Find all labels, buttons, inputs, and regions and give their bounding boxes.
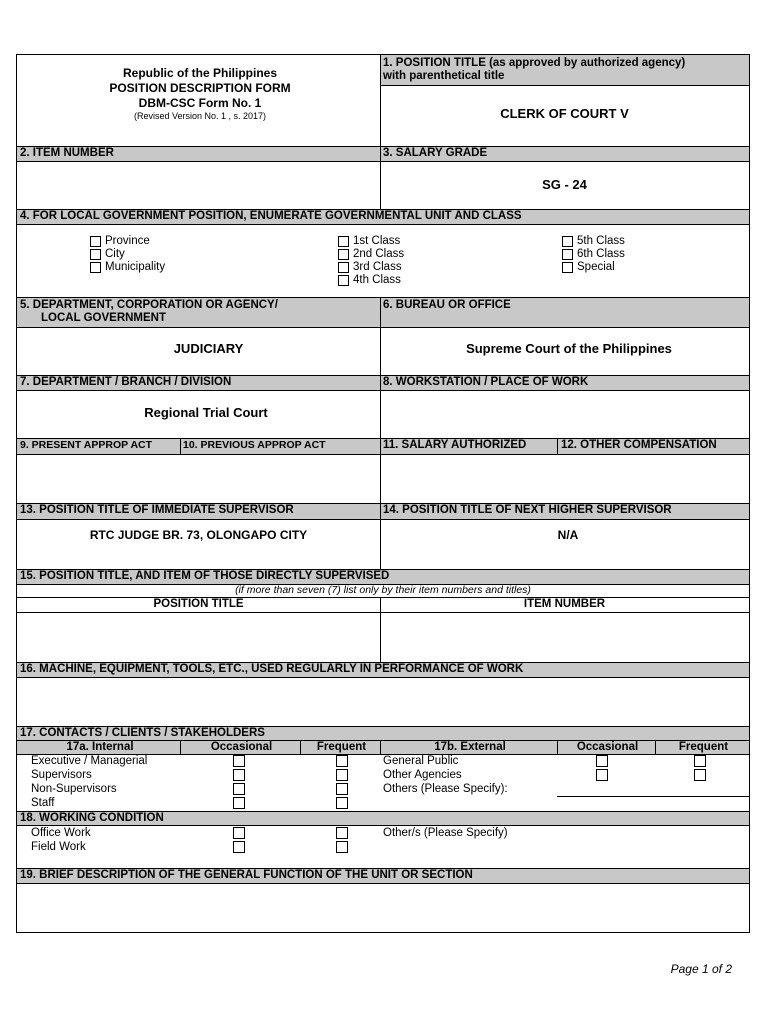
immediate-supervisor-value[interactable]: RTC JUDGE BR. 73, OLONGAPO CITY [89, 528, 308, 542]
unit-label: Municipality [105, 261, 166, 273]
rule [16, 224, 750, 225]
s1-header [380, 55, 749, 86]
class-label: 6th Class [577, 248, 625, 260]
contact-row-general-public: General Public [383, 755, 459, 767]
external-public-frequent-checkbox[interactable] [694, 755, 706, 767]
rule [16, 146, 750, 147]
s13-header: 13. POSITION TITLE OF IMMEDIATE SUPERVISOR [17, 504, 380, 519]
class-label: Special [577, 261, 615, 273]
checkbox-province[interactable] [90, 235, 165, 248]
s3-header: 3. SALARY GRADE [380, 147, 749, 161]
salary-grade-value[interactable]: SG - 24 [542, 177, 587, 192]
s2-header: 2. ITEM NUMBER [17, 147, 380, 161]
col-position-title: POSITION TITLE [153, 598, 244, 610]
rule [16, 454, 750, 455]
lgu-classes-b [562, 235, 625, 274]
checkbox-icon [338, 236, 349, 247]
branch-value[interactable]: Regional Trial Court [144, 405, 268, 420]
rule [380, 597, 381, 663]
working-row-others: Other/s (Please Specify) [383, 827, 508, 839]
next-higher-supervisor-value[interactable]: N/A [557, 528, 579, 542]
rule [16, 375, 750, 376]
rule [16, 327, 750, 328]
s4-header: 4. FOR LOCAL GOVERNMENT POSITION, ENUMERATE GOVERNMENTAL UNIT AND CLASS [17, 210, 749, 224]
checkbox-1st-class[interactable] [338, 235, 404, 248]
rule [180, 438, 181, 454]
contact-row-staff: Staff [31, 797, 55, 809]
rule [16, 868, 750, 869]
s17b-frequent-header: Frequent [655, 741, 749, 754]
checkbox-4th-class[interactable] [338, 274, 404, 287]
rule [16, 569, 750, 570]
office-work-frequent-checkbox[interactable] [336, 827, 348, 839]
contact-row-executive: Executive / Managerial [31, 755, 148, 767]
checkbox-icon [562, 249, 573, 260]
s15-note: (if more than seven (7) list only by their item numbers and titles) [235, 584, 531, 596]
internal-supervisors-frequent-checkbox[interactable] [336, 769, 348, 781]
rule [16, 519, 750, 520]
unit-label: Province [105, 235, 150, 247]
s5-label: 5. DEPARTMENT, CORPORATION OR AGENCY/ [20, 299, 278, 311]
rule [557, 438, 558, 454]
internal-non-supervisors-occasional-checkbox[interactable] [233, 783, 245, 795]
office-work-occasional-checkbox[interactable] [233, 827, 245, 839]
internal-supervisors-occasional-checkbox[interactable] [233, 769, 245, 781]
s5-header [17, 298, 380, 327]
checkbox-icon [338, 262, 349, 273]
external-agencies-frequent-checkbox[interactable] [694, 769, 706, 781]
checkbox-icon [90, 262, 101, 273]
s18-header: 18. WORKING CONDITION [17, 812, 749, 825]
rule [16, 883, 750, 884]
external-public-occasional-checkbox[interactable] [596, 755, 608, 767]
internal-executive-occasional-checkbox[interactable] [233, 755, 245, 767]
unit-label: City [105, 248, 125, 260]
contact-row-supervisors: Supervisors [31, 769, 92, 781]
bureau-value[interactable]: Supreme Court of the Philippines [466, 341, 672, 356]
lgu-classes-a [338, 235, 404, 287]
header-form-number: DBM-CSC Form No. 1 [138, 96, 262, 110]
s9-header: 9. PRESENT APPROP ACT [17, 439, 180, 454]
checkbox-icon [562, 236, 573, 247]
s14-header: 14. POSITION TITLE OF NEXT HIGHER SUPERVISOR [380, 504, 749, 519]
s17b-header: 17b. External [380, 741, 557, 754]
rule [16, 726, 750, 727]
checkbox-special[interactable] [562, 261, 625, 274]
rule [16, 825, 750, 826]
checkbox-city[interactable] [90, 248, 165, 261]
rule [16, 438, 750, 439]
page-number: Page 1 of 2 [670, 962, 732, 976]
rule [380, 297, 381, 569]
checkbox-icon [90, 249, 101, 260]
rule [16, 740, 750, 741]
class-label: 1st Class [353, 235, 401, 247]
s17a-header: 17a. Internal [17, 741, 180, 754]
s16-header: 16. MACHINE, EQUIPMENT, TOOLS, ETC., USED REGULARLY IN PERFORMANCE OF WORK [17, 663, 749, 677]
rule [16, 754, 750, 755]
s11-header: 11. SALARY AUTHORIZED [380, 439, 558, 454]
working-row-office: Office Work [31, 827, 91, 839]
s17a-occasional-header: Occasional [180, 741, 300, 754]
external-agencies-occasional-checkbox[interactable] [596, 769, 608, 781]
checkbox-2nd-class[interactable] [338, 248, 404, 261]
s17a-frequent-header: Frequent [300, 741, 380, 754]
col-item-number: ITEM NUMBER [523, 598, 606, 610]
checkbox-icon [562, 262, 573, 273]
form-header [40, 66, 360, 122]
rule [180, 740, 181, 755]
others-specify-line[interactable] [557, 796, 749, 797]
field-work-frequent-checkbox[interactable] [336, 841, 348, 853]
s6-header: 6. BUREAU OR OFFICE [380, 298, 749, 327]
rule [16, 390, 750, 391]
s8-header: 8. WORKSTATION / PLACE OF WORK [380, 376, 749, 390]
checkbox-3rd-class[interactable] [338, 261, 404, 274]
rule [380, 85, 750, 86]
s10-header: 10. PREVIOUS APPROP ACT [180, 439, 380, 454]
rule [16, 612, 750, 613]
rule [380, 740, 381, 755]
checkbox-icon [338, 275, 349, 286]
checkbox-6th-class[interactable] [562, 248, 625, 261]
internal-staff-occasional-checkbox[interactable] [233, 797, 245, 809]
s1-label: 1. POSITION TITLE (as approved by authorized agency) [383, 57, 686, 69]
rule [16, 209, 750, 210]
internal-staff-frequent-checkbox[interactable] [336, 797, 348, 809]
contact-row-others-specify: Others (Please Specify): [383, 783, 508, 795]
rule [655, 740, 656, 755]
header-revision: (Revised Version No. 1 , s. 2017) [133, 111, 267, 121]
rule [16, 677, 750, 678]
contact-row-non-supervisors: Non-Supervisors [31, 783, 117, 795]
lgu-units [90, 235, 165, 274]
contact-row-other-agencies: Other Agencies [383, 769, 462, 781]
rule [16, 503, 750, 504]
rule [300, 740, 301, 755]
rule [16, 297, 750, 298]
checkbox-5th-class[interactable] [562, 235, 625, 248]
class-label: 3rd Class [353, 261, 402, 273]
checkbox-icon [90, 236, 101, 247]
checkbox-icon [338, 249, 349, 260]
s15-header: 15. POSITION TITLE, AND ITEM OF THOSE DIRECTLY SUPERVISED [17, 570, 749, 584]
position-title-value[interactable]: CLERK OF COURT V [500, 106, 629, 121]
rule [16, 662, 750, 663]
working-row-field: Field Work [31, 841, 86, 853]
s17-header: 17. CONTACTS / CLIENTS / STAKEHOLDERS [17, 727, 749, 740]
s17b-occasional-header: Occasional [557, 741, 655, 754]
header-republic: Republic of the Philippines [122, 66, 277, 80]
department-value[interactable]: JUDICIARY [173, 341, 244, 356]
s19-header: 19. BRIEF DESCRIPTION OF THE GENERAL FUNCTION OF THE UNIT OR SECTION [17, 869, 749, 883]
class-label: 4th Class [353, 274, 401, 286]
header-form-title: POSITION DESCRIPTION FORM [109, 81, 291, 95]
rule [16, 811, 750, 812]
s7-header: 7. DEPARTMENT / BRANCH / DIVISION [17, 376, 380, 390]
rule [557, 740, 558, 755]
rule [16, 584, 750, 585]
rule [16, 161, 750, 162]
s5-label-sub: LOCAL GOVERNMENT [41, 312, 167, 324]
internal-non-supervisors-frequent-checkbox[interactable] [336, 783, 348, 795]
s1-label-sub: with parenthetical title [383, 70, 505, 82]
internal-executive-frequent-checkbox[interactable] [336, 755, 348, 767]
field-work-occasional-checkbox[interactable] [233, 841, 245, 853]
rule [380, 54, 381, 210]
class-label: 2nd Class [353, 248, 405, 260]
checkbox-municipality[interactable] [90, 261, 165, 274]
class-label: 5th Class [577, 235, 625, 247]
s12-header: 12. OTHER COMPENSATION [558, 439, 749, 454]
rule [16, 597, 750, 598]
